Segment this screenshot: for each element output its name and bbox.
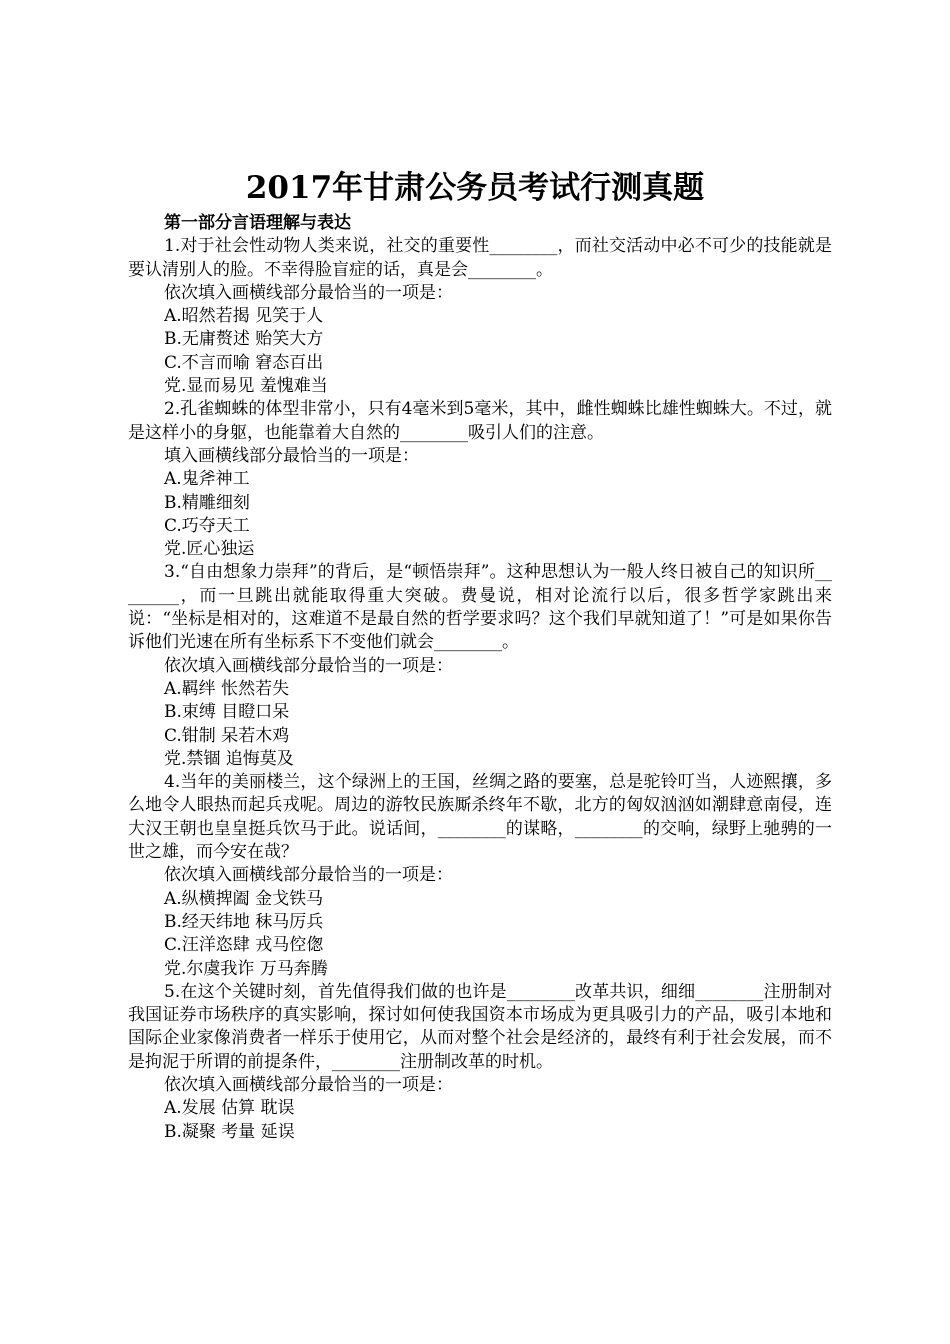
question-3	[128, 561, 832, 771]
option-b: B.凝聚 考量 延误	[164, 1121, 295, 1142]
option-d: 党.禁锢 追悔莫及	[164, 748, 294, 769]
question-text: 5.在这个关键时刻，首先值得我们做的也许是________改革共识，细细________注册制对我国证券市场秩序的真实影响，探讨如何使我国资本市场成为更具吸引力的产品，吸引本地和国际企业家像消费者一样乐于使用它，从而对整个社会是经济的，最终有利于社会发展，而不是拘泥于所谓的前提条件，________注册制改革的时机。	[128, 981, 832, 1072]
option-b: B.束缚 目瞪口呆	[164, 702, 290, 723]
option-b: B.经天纬地 秣马厉兵	[164, 911, 324, 932]
question-1	[128, 235, 832, 398]
option-a: A.鬼斧神工	[164, 469, 250, 490]
option-b: B.精雕细刻	[164, 492, 250, 513]
question-4	[128, 771, 832, 981]
document-title: 2017年甘肃公务员考试行测真题	[245, 170, 705, 206]
section-heading: 第一部分言语理解与表达	[164, 213, 351, 233]
option-a: A.昭然若揭 见笑于人	[164, 306, 324, 327]
option-a: A.发展 估算 耽误	[164, 1098, 295, 1119]
document-body	[128, 212, 832, 1144]
option-c: C.不言而喻 窘态百出	[164, 352, 324, 373]
question-text: 3.“自由想象力崇拜”的背后，是“顿悟崇拜”。这种思想认为一般人终日被自己的知识所________，而一旦跳出就能取得重大突破。费曼说，相对论流行以后，很多哲学家跳出来说：“坐标是相对的，这难道不是最自然的哲学要求吗？这个我们早就知道了！”可是如果你告诉他们光速在所有坐标系下不变他们就会________。	[128, 562, 832, 653]
question-prompt: 填入画横线部分最恰当的一项是：	[164, 445, 419, 466]
option-a: A.羁绊 怅然若失	[164, 678, 290, 699]
question-prompt: 依次填入画横线部分最恰当的一项是：	[164, 1074, 453, 1095]
option-d: 党.尔虞我诈 万马奔腾	[164, 958, 328, 979]
option-c: C.钳制 呆若木鸡	[164, 725, 290, 746]
option-c: C.巧夺天工	[164, 515, 250, 536]
question-prompt: 依次填入画横线部分最恰当的一项是：	[164, 282, 453, 303]
question-5	[128, 981, 832, 1144]
question-text: 4.当年的美丽楼兰，这个绿洲上的王国，丝绸之路的要塞，总是驼铃叮当，人迹熙攘，多么地令人眼热而起兵戎呢。周边的游牧民族厮杀终年不歇，北方的匈奴汹汹如潮肆意南侵，连大汉王朝也皇皇挺兵饮马于此。说话间，________的谋略，________的交响，绿野上驰骋的一世之雄，而今安在哉？	[128, 772, 832, 863]
question-text: 1.对于社会性动物人类来说，社交的重要性________，而社交活动中必不可少的技能就是要认清别人的脸。不幸得脸盲症的话，真是会________。	[128, 236, 832, 280]
option-a: A.纵横捭阖 金戈铁马	[164, 888, 324, 909]
option-d: 党.显而易见 羞愧难当	[164, 376, 328, 397]
option-d: 党.匠心独运	[164, 539, 255, 560]
question-prompt: 依次填入画横线部分最恰当的一项是：	[164, 865, 453, 886]
question-text: 2.孔雀蜘蛛的体型非常小，只有4毫米到5毫米，其中，雌性蜘蛛比雄性蜘蛛大。不过，就是这样小的身躯，也能靠着大自然的________吸引人们的注意。	[128, 399, 832, 443]
option-c: C.汪洋恣肆 戎马倥偬	[164, 935, 324, 956]
question-prompt: 依次填入画横线部分最恰当的一项是：	[164, 655, 453, 676]
option-b: B.无庸赘述 贻笑大方	[164, 329, 324, 350]
question-2	[128, 398, 832, 561]
